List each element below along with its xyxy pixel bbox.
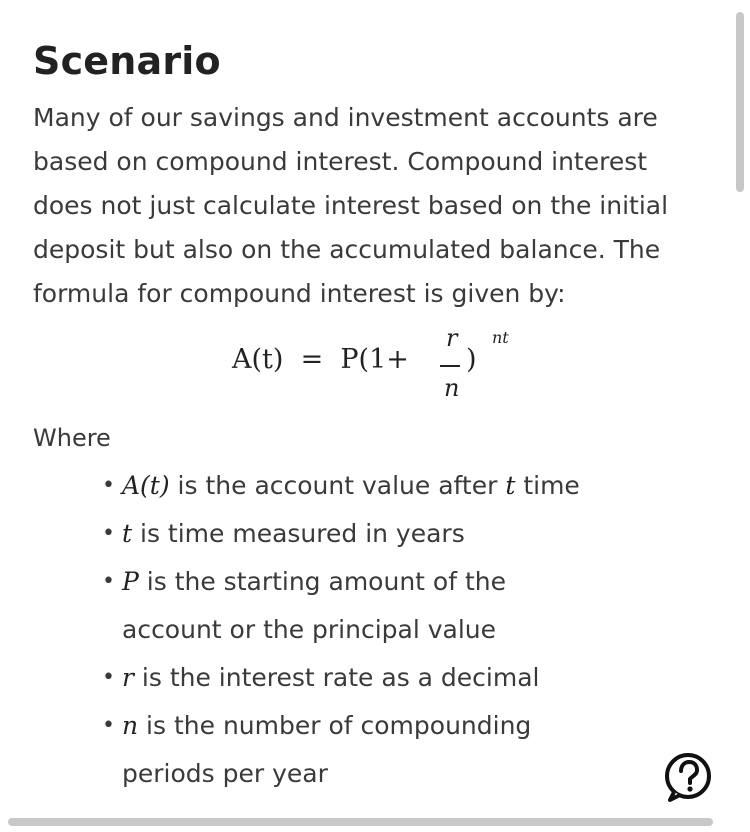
variable-symbol: t <box>505 471 516 500</box>
formula-denominator: n <box>444 374 460 402</box>
bullet-icon: • <box>102 713 115 738</box>
formula-close-paren: ) <box>466 344 477 375</box>
variable-description: is the number of compounding <box>138 711 532 740</box>
bullet-icon: • <box>102 521 115 546</box>
formula-exponent: nt <box>492 328 509 347</box>
variable-description: is the account value after <box>169 471 506 500</box>
list-item <box>100 462 660 510</box>
variable-symbol: n <box>122 711 139 740</box>
help-button[interactable] <box>662 752 714 804</box>
variable-symbol: A(t) <box>122 471 170 500</box>
where-label: Where <box>33 424 111 452</box>
horizontal-scrollbar[interactable] <box>8 818 713 826</box>
list-item <box>100 702 660 798</box>
bullet-icon: • <box>102 569 115 594</box>
variable-description-continuation: account or the principal value <box>122 615 497 644</box>
formula-numerator: r <box>446 324 458 352</box>
intro-paragraph: Many of our savings and investment accounts are based on compound interest. Compound interest does not just calculate interest based on the initial deposit but also on the accumulated balance. The formula for compound interest is given by: <box>33 103 669 308</box>
formula-fraction-bar <box>440 365 460 367</box>
list-item <box>100 510 660 558</box>
variable-symbol: P <box>122 567 139 596</box>
variable-description: is the interest rate as a decimal <box>133 663 540 692</box>
question-mark-circle-icon <box>662 752 714 804</box>
variable-symbol: r <box>122 663 134 692</box>
list-item <box>100 558 660 654</box>
variable-symbol: t <box>122 519 133 548</box>
variable-list <box>100 462 660 798</box>
page-title: Scenario <box>33 39 221 83</box>
formula-lhs: A(t) = P(1+ <box>232 344 409 375</box>
variable-description: is time measured in years <box>132 519 465 548</box>
variable-description: is the starting amount of the <box>138 567 506 596</box>
list-item <box>100 654 660 702</box>
variable-description: time <box>515 471 580 500</box>
scenario-panel <box>33 38 713 316</box>
vertical-scrollbar[interactable] <box>736 12 744 192</box>
compound-interest-formula <box>232 322 532 412</box>
bullet-icon: • <box>102 665 115 690</box>
bullet-icon: • <box>102 473 115 498</box>
variable-description-continuation: periods per year <box>122 759 328 788</box>
